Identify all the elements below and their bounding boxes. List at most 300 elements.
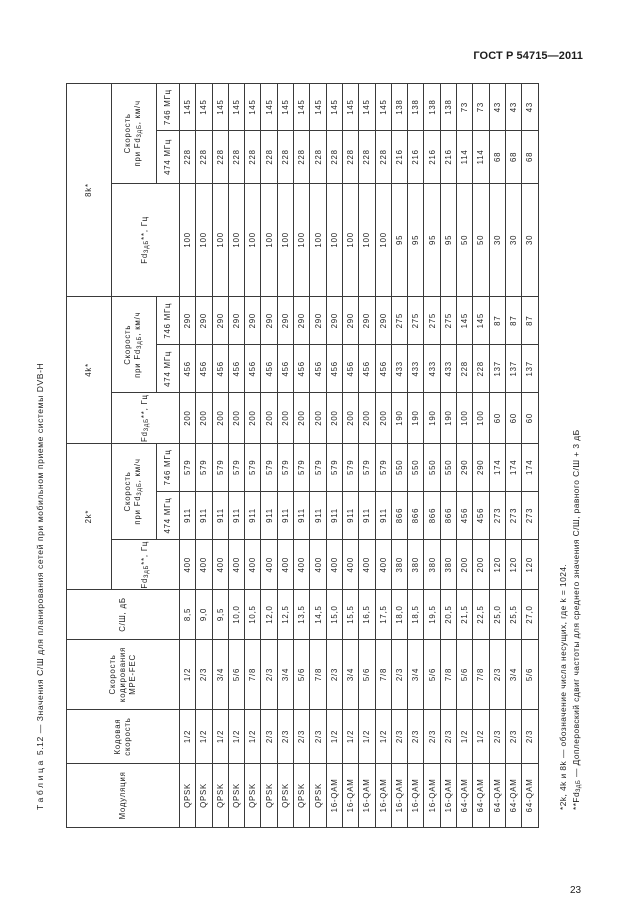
table-cell: 456 [375, 345, 391, 393]
table-cell: 145 [245, 84, 261, 131]
table-cell: 579 [277, 443, 293, 491]
table-cell: 174 [522, 443, 538, 491]
table-cell: 145 [196, 84, 212, 131]
header-row-groups [67, 84, 112, 828]
table-cell: 16-QAM [424, 763, 440, 827]
table-cell: QPSK [294, 763, 310, 827]
header-speed-8k: Скорость при $Fd_{3дБ}$, км/ч [112, 84, 157, 184]
header-code-rate: Кодовая скорость [67, 710, 180, 764]
table-cell: QPSK [261, 763, 277, 827]
table-cell: 16-QAM [359, 763, 375, 827]
table-cell: 100 [457, 393, 473, 443]
table-row [180, 84, 196, 828]
document-header: ГОСТ Р 54715—2011 [473, 50, 583, 62]
table-cell: 275 [408, 297, 424, 345]
table-cell: 100 [310, 183, 326, 296]
table-cell: 190 [440, 393, 456, 443]
table-cell: 1/2 [375, 710, 391, 764]
table-cell: 1/2 [212, 710, 228, 764]
table-row [294, 84, 310, 828]
table-cell: 200 [457, 540, 473, 590]
table-cell: 456 [245, 345, 261, 393]
table-cell: 2/3 [489, 710, 505, 764]
table-cell: 290 [473, 443, 489, 491]
page-number: 23 [570, 885, 582, 896]
table-cell: 2/3 [326, 639, 342, 710]
table-cell: 228 [196, 131, 212, 183]
table-cell: 100 [359, 183, 375, 296]
table-cell: 228 [342, 131, 358, 183]
table-cell: 275 [391, 297, 407, 345]
header-fd-2k: $Fd_{3дБ}**$, Гц [112, 540, 180, 590]
table-cell: 290 [294, 297, 310, 345]
table-row [261, 84, 277, 828]
table-cell: 2/3 [310, 710, 326, 764]
table-cell: 200 [228, 393, 244, 443]
table-cell: 200 [261, 393, 277, 443]
table-cell: 228 [245, 131, 261, 183]
header-modulation: Модуляция [67, 763, 180, 827]
table-cell: 43 [489, 84, 505, 131]
table-cell: 228 [261, 131, 277, 183]
table-cell: 1/2 [457, 710, 473, 764]
table-cell: 400 [180, 540, 196, 590]
table-cell: 2/3 [261, 639, 277, 710]
table-cell: 43 [505, 84, 521, 131]
table-cell: 400 [196, 540, 212, 590]
table-cell: 579 [228, 443, 244, 491]
table-cell: 911 [180, 491, 196, 539]
table-cell: 216 [424, 131, 440, 183]
table-cell: 2/3 [391, 710, 407, 764]
table-cell: 456 [212, 345, 228, 393]
table-cell: 380 [408, 540, 424, 590]
table-cell: 911 [342, 491, 358, 539]
table-cell: 550 [408, 443, 424, 491]
header-cn: С/Ш, дБ [67, 590, 180, 639]
table-cell: 911 [277, 491, 293, 539]
table-cell: 145 [277, 84, 293, 131]
table-cell: 1/2 [342, 710, 358, 764]
table-cell: 456 [359, 345, 375, 393]
table-cell: 12,5 [277, 590, 293, 639]
header-group-4k: 4k* [67, 297, 112, 444]
table-cell: 1/2 [180, 639, 196, 710]
table-cell: 200 [196, 393, 212, 443]
table-cell: 21,5 [457, 590, 473, 639]
table-cell: 456 [342, 345, 358, 393]
table-cell: 290 [310, 297, 326, 345]
table-cell: 456 [310, 345, 326, 393]
header-speed-4k: Скорость при $Fd_{3дБ}$, км/ч [112, 297, 157, 393]
header-group-8k: 8k* [67, 84, 112, 297]
table-cell: 145 [375, 84, 391, 131]
table-cell: 5/6 [522, 639, 538, 710]
table-cell: 190 [424, 393, 440, 443]
table-cell: 8,5 [180, 590, 196, 639]
table-cell: 2/3 [522, 710, 538, 764]
table-cell: 290 [212, 297, 228, 345]
table-cell: 380 [424, 540, 440, 590]
table-cell: 1/2 [228, 710, 244, 764]
table-cell: 100 [228, 183, 244, 296]
table-cell: 100 [294, 183, 310, 296]
table-cell: 120 [505, 540, 521, 590]
table-row [424, 84, 440, 828]
caption-prefix: Таблица [35, 758, 45, 810]
table-cell: 228 [180, 131, 196, 183]
table-cell: 1/2 [245, 710, 261, 764]
table-cell: 73 [473, 84, 489, 131]
table-cell: 579 [342, 443, 358, 491]
table-cell: 120 [522, 540, 538, 590]
table-cell: 400 [326, 540, 342, 590]
table-cell: 2/3 [196, 639, 212, 710]
table-row [326, 84, 342, 828]
table-cell: 200 [473, 540, 489, 590]
table-cell: 100 [342, 183, 358, 296]
table-cell: 5/6 [228, 639, 244, 710]
table-cell: 100 [473, 393, 489, 443]
table-cell: 138 [440, 84, 456, 131]
table-cell: 200 [294, 393, 310, 443]
table-cell: 3/4 [505, 639, 521, 710]
table-cell: 10,0 [228, 590, 244, 639]
table-cell: 64-QAM [522, 763, 538, 827]
table-cell: 2/3 [505, 710, 521, 764]
table-cell: 866 [440, 491, 456, 539]
table-cell: 15,0 [326, 590, 342, 639]
table-cell: 145 [228, 84, 244, 131]
table-cell: 100 [261, 183, 277, 296]
table-cell: 43 [522, 84, 538, 131]
table-row [457, 84, 473, 828]
table-cell: 200 [342, 393, 358, 443]
table-cell: 911 [375, 491, 391, 539]
note-doppler: $**Fd_{3дБ}$ — Доплеровский сдвиг частоты для среднего значения С/Ш, равного С/Ш + 3 дБ [571, 429, 582, 810]
table-row [310, 84, 326, 828]
table-cell: 15,5 [342, 590, 358, 639]
table-cell: 550 [440, 443, 456, 491]
table-cell: 290 [326, 297, 342, 345]
table-cell: 228 [277, 131, 293, 183]
table-cell: 145 [310, 84, 326, 131]
table-cell: 27,0 [522, 590, 538, 639]
header-freq-746-4k: 746 МГц [157, 297, 180, 345]
table-cell: 200 [245, 393, 261, 443]
table-cell: 400 [310, 540, 326, 590]
table-cell: 30 [505, 183, 521, 296]
table-cell: 145 [326, 84, 342, 131]
table-cell: 50 [457, 183, 473, 296]
table-cell: 579 [212, 443, 228, 491]
table-row [505, 84, 521, 828]
table-cell: QPSK [180, 763, 196, 827]
table-cell: 50 [473, 183, 489, 296]
table-cell: 228 [359, 131, 375, 183]
table-cell: 456 [294, 345, 310, 393]
table-row [245, 84, 261, 828]
table-row [522, 84, 538, 828]
table-cell: 2/3 [440, 710, 456, 764]
table-cell: 866 [391, 491, 407, 539]
table-cell: 380 [391, 540, 407, 590]
table-cell: 1/2 [196, 710, 212, 764]
table-cell: 290 [261, 297, 277, 345]
table-cell: 87 [522, 297, 538, 345]
table-cell: 25,0 [489, 590, 505, 639]
table-cell: 400 [277, 540, 293, 590]
table-cell: 68 [505, 131, 521, 183]
table-cell: 138 [391, 84, 407, 131]
header-freq-746-2k: 746 МГц [157, 443, 180, 491]
table-cell: 95 [424, 183, 440, 296]
table-cell: 137 [522, 345, 538, 393]
table-cell: QPSK [196, 763, 212, 827]
table-cell: 866 [424, 491, 440, 539]
table-cell: 145 [261, 84, 277, 131]
table-cell: 400 [375, 540, 391, 590]
table-cell: 100 [212, 183, 228, 296]
table-cell: 3/4 [342, 639, 358, 710]
table-cell: 216 [440, 131, 456, 183]
table-cell: 290 [457, 443, 473, 491]
table-cell: 2/3 [424, 710, 440, 764]
table-cell: 200 [212, 393, 228, 443]
table-cell: 456 [473, 491, 489, 539]
table-cell: 16-QAM [408, 763, 424, 827]
table-row [196, 84, 212, 828]
header-freq-474-4k: 474 МГц [157, 345, 180, 393]
table-cell: 1/2 [473, 710, 489, 764]
table-cell: 911 [359, 491, 375, 539]
table-cell: 579 [326, 443, 342, 491]
table-cell: 456 [196, 345, 212, 393]
table-cell: 579 [310, 443, 326, 491]
table-cell: 138 [424, 84, 440, 131]
table-cell: 290 [375, 297, 391, 345]
table-cell: 2/3 [391, 639, 407, 710]
table-row [489, 84, 505, 828]
table-cell: 60 [505, 393, 521, 443]
table-cell: 19,5 [424, 590, 440, 639]
table-cell: 2/3 [277, 710, 293, 764]
table-cell: 7/8 [473, 639, 489, 710]
table-cell: 228 [457, 345, 473, 393]
table-cell: 145 [294, 84, 310, 131]
table-cell: 400 [359, 540, 375, 590]
table-cell: 10,5 [245, 590, 261, 639]
table-cell: QPSK [245, 763, 261, 827]
table-cell: 7/8 [245, 639, 261, 710]
table-cell: 3/4 [212, 639, 228, 710]
table-cell: 456 [261, 345, 277, 393]
table-body [180, 84, 539, 828]
table-cell: 100 [326, 183, 342, 296]
table-cell: 911 [261, 491, 277, 539]
table-cell: 87 [505, 297, 521, 345]
table-cell: 190 [408, 393, 424, 443]
table-cell: 433 [408, 345, 424, 393]
table-cell: 145 [212, 84, 228, 131]
table-cell: 16-QAM [342, 763, 358, 827]
table-cell: 25,5 [505, 590, 521, 639]
table-cell: 190 [391, 393, 407, 443]
table-cell: 400 [245, 540, 261, 590]
header-freq-474-2k: 474 МГц [157, 491, 180, 539]
table-cell: 200 [326, 393, 342, 443]
table-cell: 16,5 [359, 590, 375, 639]
table-cell: 228 [375, 131, 391, 183]
table-cell: 290 [180, 297, 196, 345]
table-row [408, 84, 424, 828]
table-cell: 228 [326, 131, 342, 183]
table-cell: 216 [408, 131, 424, 183]
table-cell: 911 [212, 491, 228, 539]
header-group-2k: 2k* [67, 443, 112, 590]
table-cell: 2/3 [408, 710, 424, 764]
table-cell: 7/8 [310, 639, 326, 710]
table-cell: 579 [261, 443, 277, 491]
table-cell: 64-QAM [457, 763, 473, 827]
table-cell: 200 [310, 393, 326, 443]
table-cell: 200 [277, 393, 293, 443]
table-cell: 290 [245, 297, 261, 345]
table-row [359, 84, 375, 828]
table-cell: 7/8 [440, 639, 456, 710]
table-cell: 2/3 [294, 710, 310, 764]
table-cell: 290 [277, 297, 293, 345]
table-cell: 456 [228, 345, 244, 393]
table-cell: 228 [228, 131, 244, 183]
table-cell: 579 [375, 443, 391, 491]
table-cell: 9,0 [196, 590, 212, 639]
table-cell: 100 [180, 183, 196, 296]
table-cell: 579 [245, 443, 261, 491]
table-cell: QPSK [310, 763, 326, 827]
table-cell: 200 [180, 393, 196, 443]
table-cell: 68 [522, 131, 538, 183]
table-cell: 911 [310, 491, 326, 539]
table-cell: 137 [489, 345, 505, 393]
table-cell: 273 [505, 491, 521, 539]
table-cell: 2/3 [489, 639, 505, 710]
table-cell: 911 [245, 491, 261, 539]
table-cell: 68 [489, 131, 505, 183]
table-cell: 174 [489, 443, 505, 491]
rotated-table-block [35, 83, 595, 828]
table-cell: 174 [505, 443, 521, 491]
table-cell: 911 [228, 491, 244, 539]
table-cell: 5/6 [457, 639, 473, 710]
table-cell: 550 [391, 443, 407, 491]
table-cell: 12,0 [261, 590, 277, 639]
table-cell: 100 [277, 183, 293, 296]
table-cell: 579 [359, 443, 375, 491]
table-cell: 275 [424, 297, 440, 345]
table-cell: 216 [391, 131, 407, 183]
table-row [212, 84, 228, 828]
table-cell: 95 [440, 183, 456, 296]
note-carriers: *2k, 4k и 8k — обозначение числа несущих, где k = 1024. [558, 563, 568, 810]
table-cell: 550 [424, 443, 440, 491]
table-cell: 911 [294, 491, 310, 539]
table-cell: 290 [228, 297, 244, 345]
table-cell: 64-QAM [489, 763, 505, 827]
table-cell: 145 [457, 297, 473, 345]
table-cell: 1/2 [180, 710, 196, 764]
table-cell: 30 [489, 183, 505, 296]
table-cell: 145 [359, 84, 375, 131]
table-cell: 1/2 [359, 710, 375, 764]
table-cell: 145 [473, 297, 489, 345]
table-cell: 17,5 [375, 590, 391, 639]
table-cell: 20,5 [440, 590, 456, 639]
table-cell: 866 [408, 491, 424, 539]
table-cell: 114 [473, 131, 489, 183]
table-row [342, 84, 358, 828]
table-cell: 14,5 [310, 590, 326, 639]
table-cell: 5/6 [294, 639, 310, 710]
table-cell: 60 [489, 393, 505, 443]
table-cell: 400 [261, 540, 277, 590]
table-cell: 275 [440, 297, 456, 345]
table-cell: 138 [408, 84, 424, 131]
table-cell: 911 [326, 491, 342, 539]
header-fd-4k: $Fd_{3дБ}**$, Гц [112, 393, 180, 443]
table-cell: 64-QAM [473, 763, 489, 827]
table-cell: 5/6 [424, 639, 440, 710]
table-cell: 145 [342, 84, 358, 131]
table-cell: 400 [228, 540, 244, 590]
table-row [440, 84, 456, 828]
table-cell: 579 [180, 443, 196, 491]
table-row [228, 84, 244, 828]
table-cell: 95 [391, 183, 407, 296]
table-cell: 290 [359, 297, 375, 345]
table-cell: 433 [440, 345, 456, 393]
table-cell: 433 [424, 345, 440, 393]
table-cell: 7/8 [375, 639, 391, 710]
table-cell: 273 [522, 491, 538, 539]
table-cell: 380 [440, 540, 456, 590]
table-cell: 911 [196, 491, 212, 539]
table-cell: 114 [457, 131, 473, 183]
table-cell: 3/4 [408, 639, 424, 710]
table-cell: 200 [359, 393, 375, 443]
header-speed-2k: Скорость при $Fd_{3дБ}$, км/ч [112, 443, 157, 539]
table-notes [557, 429, 586, 810]
table-cell: 16-QAM [375, 763, 391, 827]
header-fd-8k: $Fd_{3дБ}**$, Гц [112, 183, 180, 296]
table-cell: 3/4 [277, 639, 293, 710]
caption-text: 5.12 — Значения С/Ш для планирования сетей при мобильном приеме системы DVB-H [35, 362, 45, 756]
table-cell: 145 [180, 84, 196, 131]
table-cell: 100 [375, 183, 391, 296]
table-cell: 228 [294, 131, 310, 183]
table-row [375, 84, 391, 828]
table-cell: 456 [180, 345, 196, 393]
table-cell: 73 [457, 84, 473, 131]
table-cell: 120 [489, 540, 505, 590]
table-cell: 400 [342, 540, 358, 590]
table-caption [35, 363, 45, 810]
table-row [473, 84, 489, 828]
table-cell: 16-QAM [391, 763, 407, 827]
table-cell: 13,5 [294, 590, 310, 639]
header-freq-746-8k: 746 МГц [157, 84, 180, 131]
table-cell: 100 [196, 183, 212, 296]
